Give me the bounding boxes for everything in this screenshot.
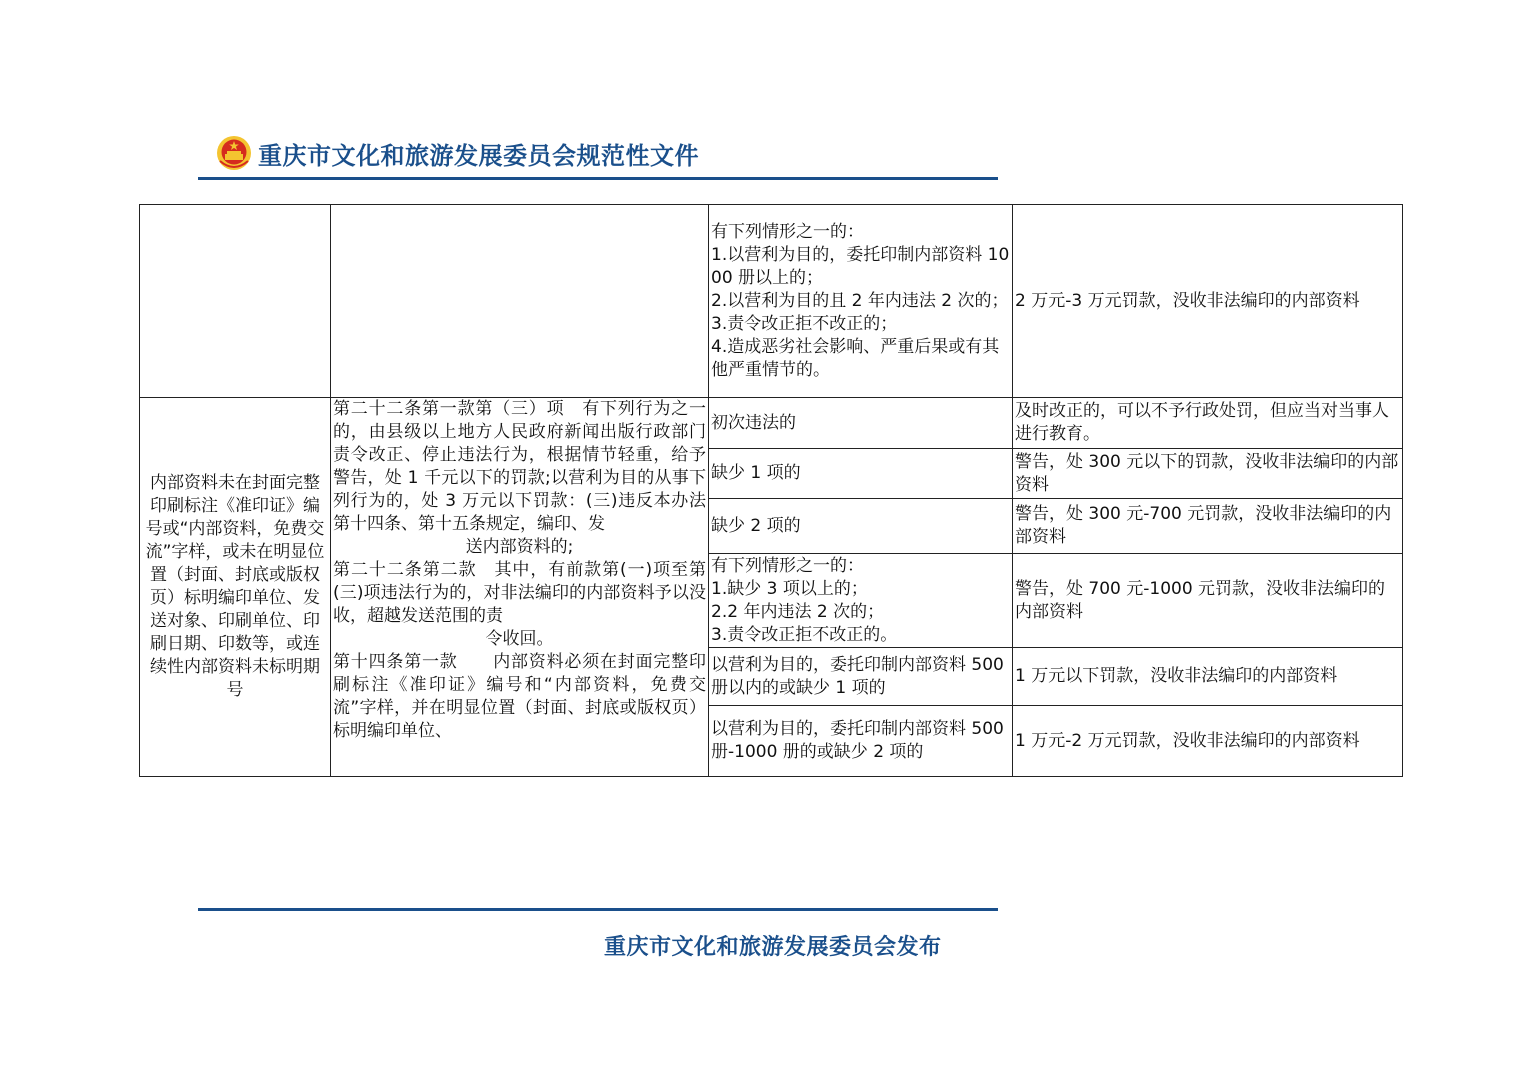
penalty-cell: 1 万元-2 万元罚款，没收非法编印的内部资料 — [1013, 706, 1403, 777]
basis-cell — [331, 398, 709, 777]
penalty-cell: 1 万元以下罚款，没收非法编印的内部资料 — [1013, 648, 1403, 706]
penalty-cell: 警告，处 700 元-1000 元罚款，没收非法编印的内部资料 — [1013, 554, 1403, 648]
footer-publisher: 重庆市文化和旅游发展委员会发布 — [604, 934, 942, 960]
basis-cell — [331, 205, 709, 398]
penalty-cell: 2 万元-3 万元罚款，没收非法编印的内部资料 — [1013, 205, 1403, 398]
circumstance-cell: 缺少 1 项的 — [709, 449, 1013, 499]
violation-cell: 内部资料未在封面完整印刷标注《准印证》编号或“内部资料，免费交流”字样，或未在明显位置（封面、封底或版权页）标明编印单位、发送对象、印刷单位、印刷日期、印数等，或连续性内部资料未标明期号 — [140, 398, 331, 777]
basis-paragraph: 第二十二条第一款第（三）项 有下列行为之一的，由县级以上地方人民政府新闻出版行政部门责令改正、停止违法行为，根据情节轻重，给予警告，处 1 千元以下的罚款;以营利为目的从事下列行为的，处 3 万元以下罚款：(三)违反本办法第十四条、第十五条规定，编印、发 — [333, 399, 706, 534]
footer-rule — [198, 908, 998, 911]
penalty-cell: 警告，处 300 元-700 元罚款，没收非法编印的内部资料 — [1013, 499, 1403, 554]
circumstance-cell: 以营利为目的，委托印制内部资料 500 册-1000 册的或缺少 2 项的 — [709, 706, 1013, 777]
basis-paragraph: 第十四条第一款 内部资料必须在封面完整印刷标注《准印证》编号和“内部资料，免费交流”字样，并在明显位置（封面、封底或版权页）标明编印单位、 — [333, 652, 706, 741]
basis-paragraph: 第二十二条第二款 其中，有前款第(一)项至第(三)项违法行为的，对非法编印的内部资料予以没收，超越发送范围的责 — [333, 560, 706, 626]
table-row — [140, 398, 1403, 449]
violation-cell — [140, 205, 331, 398]
circumstance-cell: 以营利为目的，委托印制内部资料 500 册以内的或缺少 1 项的 — [709, 648, 1013, 706]
table-row — [140, 205, 1403, 398]
circumstance-cell: 缺少 2 项的 — [709, 499, 1013, 554]
document-header — [216, 132, 699, 174]
legal-basis — [333, 398, 706, 743]
header-rule — [198, 177, 998, 180]
circumstance-cell: 有下列情形之一的： 1.缺少 3 项以上的； 2.2 年内违法 2 次的； 3.责令改正拒不改正的。 — [709, 554, 1013, 648]
basis-paragraph-end: 令收回。 — [485, 629, 554, 649]
penalty-cell: 及时改正的，可以不予行政处罚，但应当对当事人进行教育。 — [1013, 398, 1403, 449]
circumstance-cell: 有下列情形之一的： 1.以营利为目的，委托印制内部资料 1000 册以上的； 2.以营利为目的且 2 年内违法 2 次的； 3.责令改正拒不改正的； 4.造成恶劣社会影响、严重后果或有其他严重情节的。 — [709, 205, 1013, 398]
document-header-title: 重庆市文化和旅游发展委员会规范性文件 — [258, 140, 699, 170]
basis-paragraph-end: 送内部资料的; — [465, 537, 574, 557]
national-emblem-icon — [216, 135, 252, 171]
penalty-cell: 警告，处 300 元以下的罚款，没收非法编印的内部资料 — [1013, 449, 1403, 499]
penalty-table — [139, 204, 1403, 777]
circumstance-cell: 初次违法的 — [709, 398, 1013, 449]
